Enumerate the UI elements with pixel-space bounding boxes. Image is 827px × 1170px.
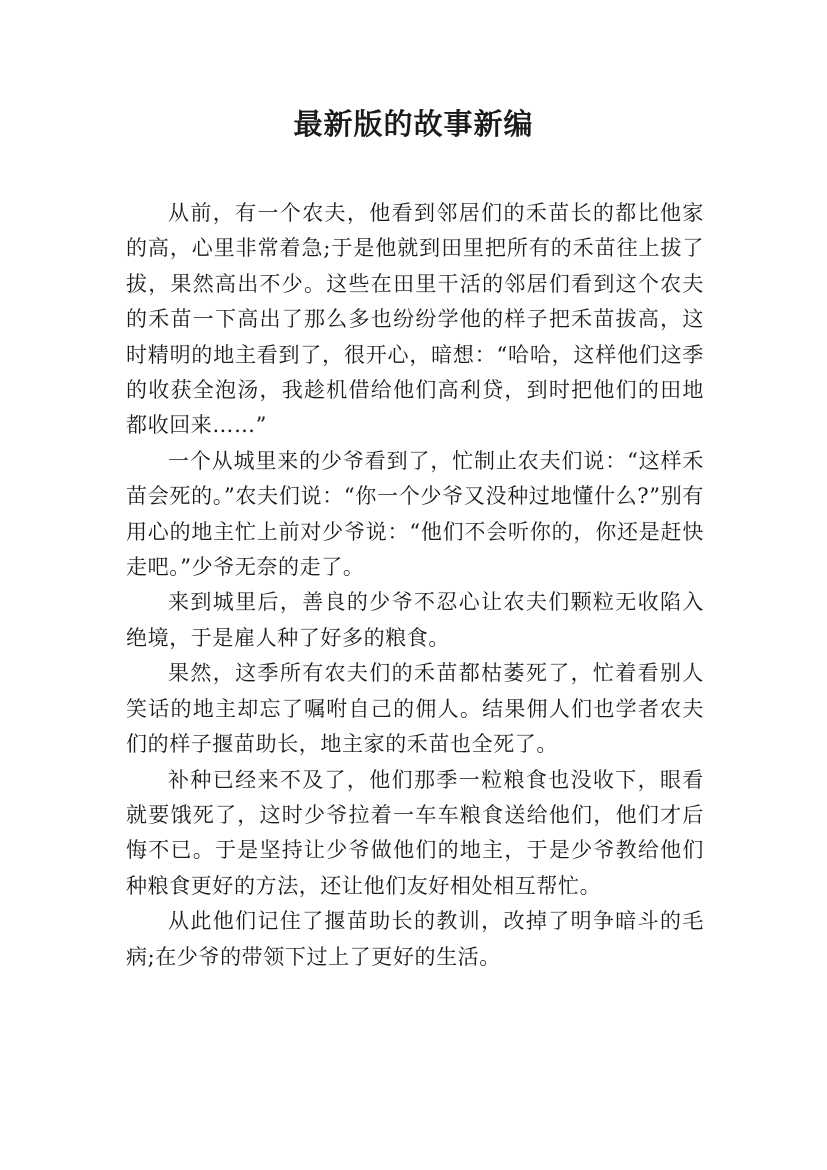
story-body	[126, 196, 704, 975]
page-title: 最新版的故事新编	[293, 107, 534, 141]
paragraph-6: 从此他们记住了揠苗助长的教训，改掉了明争暗斗的毛病;在少爷的带领下过上了更好的生活。	[126, 909, 704, 969]
paragraph-3: 来到城里后，善良的少爷不忍心让农夫们颗粒无收陷入绝境，于是雇人种了好多的粮食。	[126, 590, 704, 650]
paragraph-4: 果然，这季所有农夫们的禾苗都枯萎死了，忙着看别人笑话的地主却忘了嘱咐自己的佣人。结果佣人们也学者农夫们的样子揠苗助长，地主家的禾苗也全死了。	[126, 661, 704, 757]
paragraph-2: 一个从城里来的少爷看到了，忙制止农夫们说：“这样禾苗会死的。”农夫们说：“你一个少爷又没种过地懂什么?”别有用心的地主忙上前对少爷说：“他们不会听你的，你还是赶快走吧。”少爷无奈的走了。	[126, 448, 704, 580]
paragraph-5: 补种已经来不及了，他们那季一粒粮食也没收下，眼看就要饿死了，这时少爷拉着一车车粮食送给他们，他们才后悔不已。于是坚持让少爷做他们的地主，于是少爷教给他们种粮食更好的方法，还让他们友好相处相互帮忙。	[126, 767, 704, 898]
paragraph-1: 从前，有一个农夫，他看到邻居们的禾苗长的都比他家的高，心里非常着急;于是他就到田里把所有的禾苗往上拔了拔，果然高出不少。这些在田里干活的邻居们看到这个农夫的禾苗一下高出了那么多也纷纷学他的样子把禾苗拔高，这时精明的地主看到了，很开心，暗想：“哈哈，这样他们这季的收获全泡汤，我趁机借给他们高利贷，到时把他们的田地都收回来……”	[126, 201, 704, 438]
